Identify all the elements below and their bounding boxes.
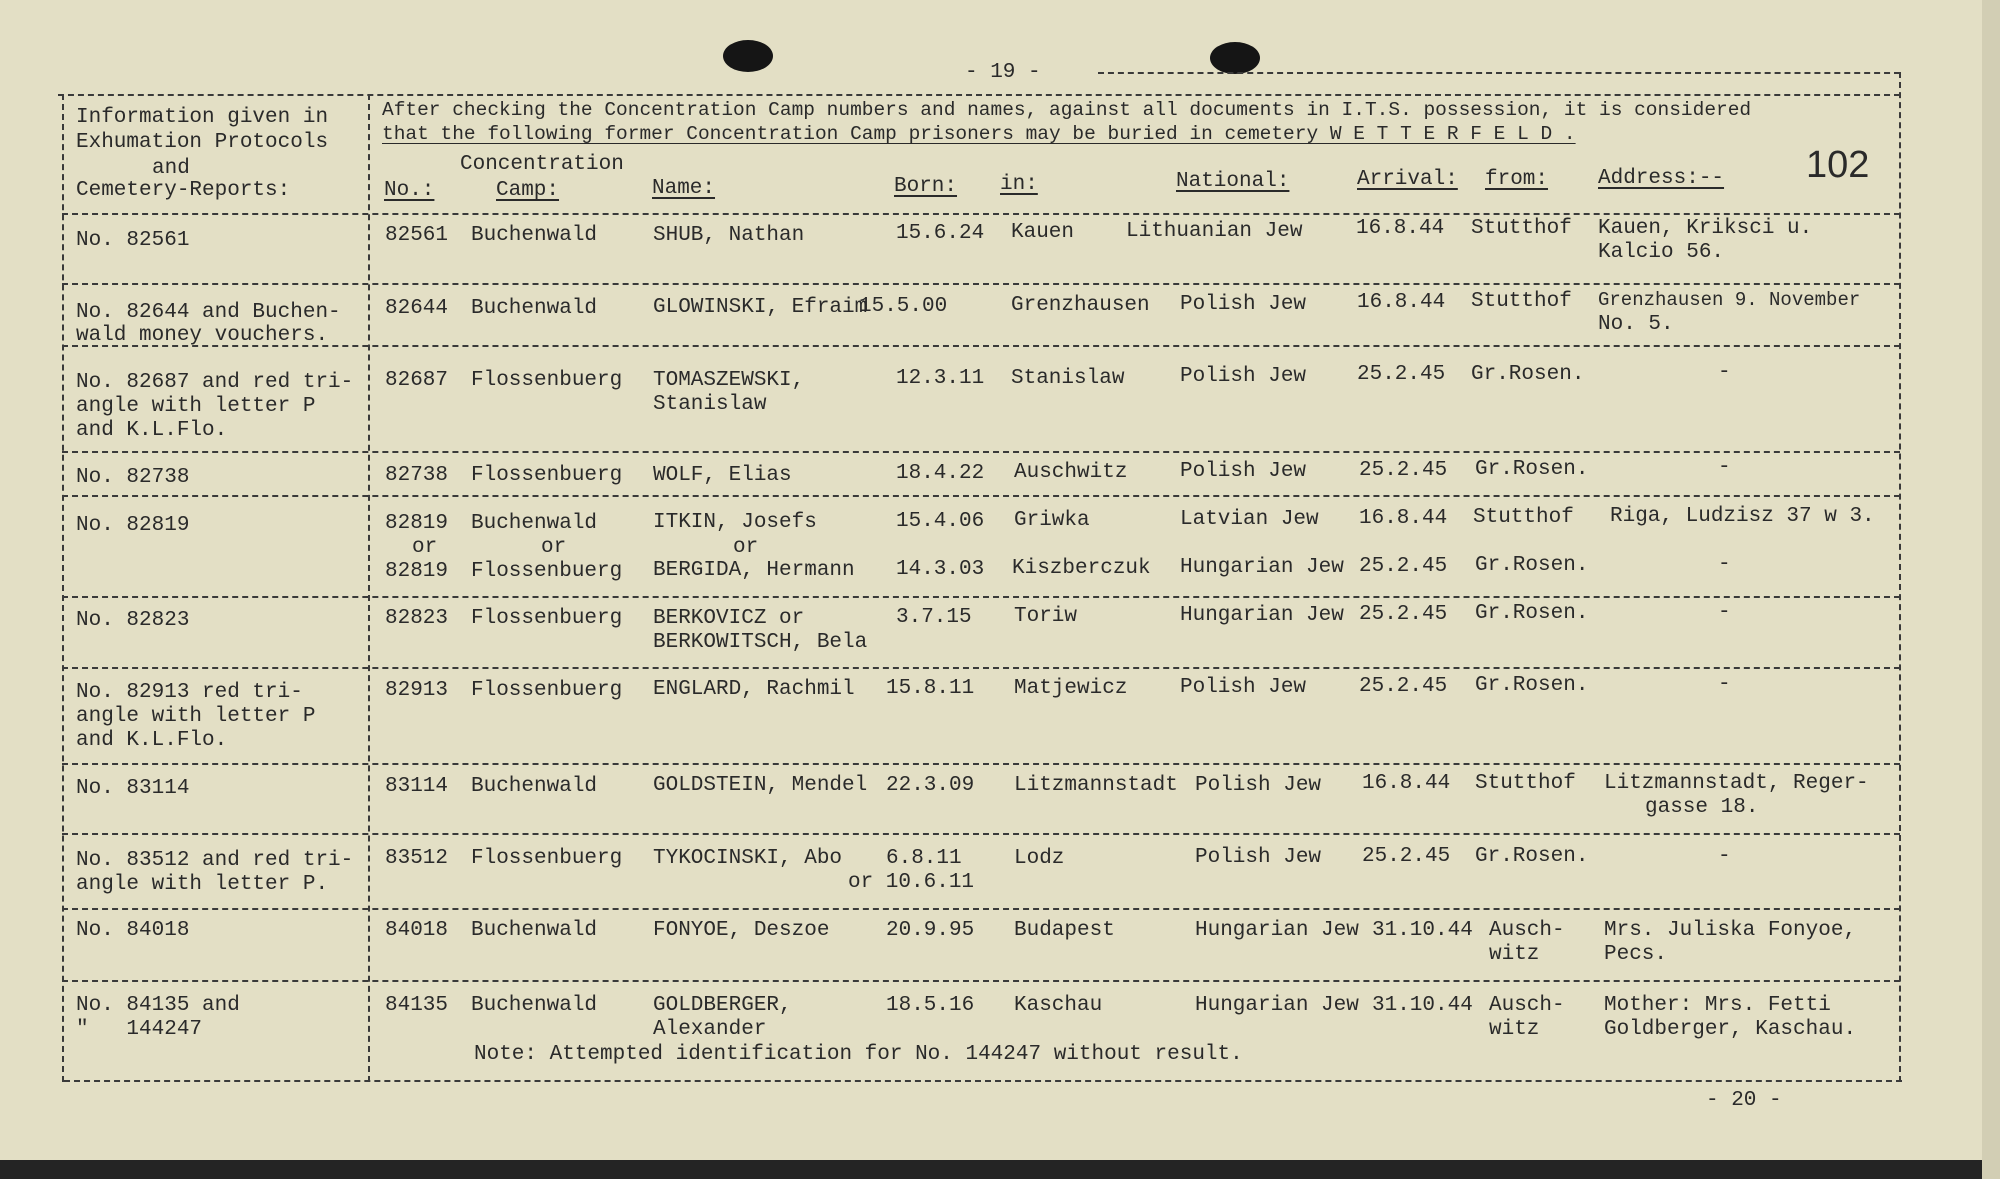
- row-address: Grenzhausen 9. November: [1598, 289, 1861, 311]
- row-number: or: [412, 536, 438, 559]
- row-camp: Buchenwald: [471, 224, 598, 247]
- row-nationality: Polish Jew: [1180, 676, 1307, 699]
- row-name: Stanislaw: [653, 393, 767, 416]
- row-address: Kalcio 56.: [1598, 241, 1725, 264]
- row-name: GOLDSTEIN, Mendel: [653, 774, 868, 797]
- row-number: 82823: [385, 607, 449, 630]
- row-nationality: Polish Jew: [1195, 846, 1322, 869]
- row-birthplace: Auschwitz: [1014, 461, 1128, 484]
- row-info: No. 82913 red tri-: [76, 681, 303, 704]
- row-address: Litzmannstadt, Reger-: [1604, 772, 1869, 795]
- row-address: Goldberger, Kaschau.: [1604, 1018, 1857, 1041]
- row-born: 18.4.22: [896, 462, 985, 485]
- row-address: No. 5.: [1598, 313, 1674, 336]
- row-number: 84018: [385, 919, 449, 942]
- row-number: 82738: [385, 464, 449, 487]
- col-header-in: in:: [1000, 173, 1038, 196]
- row-nationality: Hungarian Jew: [1180, 556, 1344, 579]
- col-header-national: National:: [1176, 170, 1290, 193]
- row-name: ENGLARD, Rachmil: [653, 678, 855, 701]
- row-camp: Flossenbuerg: [471, 847, 623, 870]
- row-number: 82644: [385, 297, 449, 320]
- row-birthplace: Griwka: [1014, 509, 1090, 532]
- table-left-border: [62, 94, 64, 1082]
- row-camp: or: [541, 536, 567, 559]
- row-address: Pecs.: [1604, 943, 1668, 966]
- col-header-camp: Camp:: [496, 179, 560, 202]
- row-birthplace: Kiszberczuk: [1012, 557, 1151, 580]
- row-camp: Flossenbuerg: [471, 607, 623, 630]
- row-info: No. 82819: [76, 514, 190, 537]
- row-arrival: 25.2.45: [1359, 675, 1448, 698]
- row-divider: [62, 667, 1900, 669]
- row-from: Stutthof: [1471, 290, 1572, 313]
- row-from: Gr.Rosen.: [1475, 674, 1589, 697]
- row-address: -: [1718, 456, 1731, 479]
- row-name: TYKOCINSKI, Abo: [653, 847, 843, 870]
- row-info: No. 82561: [76, 229, 190, 252]
- row-address: -: [1718, 361, 1731, 384]
- row-nationality: Polish Jew: [1195, 774, 1322, 797]
- col-header-camp-top: Concentration: [460, 153, 624, 176]
- row-number: 83114: [385, 775, 449, 798]
- left-col-heading-1: Information given in: [76, 106, 329, 129]
- row-from: Gr.Rosen.: [1471, 363, 1585, 386]
- row-born: 15.6.24: [896, 222, 985, 245]
- statement-line-1: After checking the Concentration Camp numbers and names, against all documents in I.T.S. possession, it is considered: [382, 99, 1752, 121]
- row-arrival: 31.10.44: [1372, 994, 1473, 1017]
- row-name: Alexander: [653, 1018, 767, 1041]
- row-arrival: 16.8.44: [1359, 507, 1448, 530]
- row-nationality: Hungarian Jew: [1195, 919, 1359, 942]
- row-birthplace: Matjewicz: [1014, 677, 1128, 700]
- row-nationality: Polish Jew: [1180, 460, 1307, 483]
- row-camp: Buchenwald: [471, 512, 598, 535]
- row-address: -: [1718, 553, 1731, 576]
- row-number: 82913: [385, 679, 449, 702]
- row-address: -: [1718, 673, 1731, 696]
- row-arrival: 25.2.45: [1362, 845, 1451, 868]
- row-name: or: [733, 536, 759, 559]
- col-header-no: No.:: [384, 179, 435, 202]
- row-info: angle with letter P: [76, 705, 316, 728]
- row-born: 18.5.16: [886, 994, 975, 1017]
- row-divider: [62, 833, 1900, 835]
- row-divider: [62, 596, 1900, 598]
- page-number-top: - 19 -: [965, 61, 1041, 84]
- row-from: Gr.Rosen.: [1475, 602, 1589, 625]
- row-info: angle with letter P: [76, 395, 316, 418]
- row-from: witz: [1489, 1018, 1540, 1041]
- col-header-name: Name:: [652, 177, 716, 200]
- col-header-born: Born:: [894, 175, 958, 198]
- row-born: 15.4.06: [896, 510, 985, 533]
- page-number-bottom: - 20 -: [1706, 1089, 1782, 1112]
- row-info: angle with letter P.: [76, 873, 329, 896]
- left-col-heading-4: Cemetery-Reports:: [76, 179, 291, 202]
- row-nationality: Polish Jew: [1180, 365, 1307, 388]
- row-nationality: Hungarian Jew: [1180, 604, 1344, 627]
- row-nationality: Hungarian Jew: [1195, 994, 1359, 1017]
- row-from: Stutthof: [1475, 772, 1576, 795]
- row-divider: [62, 980, 1900, 982]
- row-from: witz: [1489, 943, 1540, 966]
- punch-hole-right: [1210, 42, 1260, 74]
- row-divider: [62, 495, 1900, 497]
- table-right-border: [1899, 72, 1901, 1082]
- row-birthplace: Kaschau: [1014, 994, 1103, 1017]
- row-note: Note: Attempted identification for No. 144247 without result.: [474, 1043, 1243, 1066]
- row-birthplace: Stanislaw: [1011, 367, 1125, 390]
- row-nationality: Polish Jew: [1180, 293, 1307, 316]
- row-divider: [62, 451, 1900, 453]
- row-divider: [62, 345, 1900, 347]
- row-birthplace: Lodz: [1014, 847, 1065, 870]
- row-camp: Flossenbuerg: [471, 464, 623, 487]
- stamp-number: 102: [1806, 144, 1870, 186]
- row-divider: [62, 763, 1900, 765]
- row-info: and K.L.Flo.: [76, 419, 228, 442]
- row-born: 14.3.03: [896, 558, 985, 581]
- row-address: Mrs. Juliska Fonyoe,: [1604, 919, 1857, 942]
- row-info: " 144247: [76, 1018, 203, 1041]
- row-address: Mother: Mrs. Fetti: [1604, 994, 1831, 1017]
- row-from: Stutthof: [1471, 217, 1572, 240]
- row-arrival: 25.2.45: [1359, 603, 1448, 626]
- row-arrival: 25.2.45: [1359, 555, 1448, 578]
- row-name: GLOWINSKI, Efraim: [653, 296, 868, 319]
- row-info: and K.L.Flo.: [76, 729, 228, 752]
- row-arrival: 16.8.44: [1362, 772, 1451, 795]
- row-name: BERGIDA, Hermann: [653, 559, 855, 582]
- row-born: 15.5.00: [859, 295, 948, 318]
- row-arrival: 16.8.44: [1357, 291, 1446, 314]
- column-divider: [368, 94, 370, 1082]
- row-number: 82819: [385, 560, 449, 583]
- row-camp: Buchenwald: [471, 775, 598, 798]
- row-info: No. 82823: [76, 609, 190, 632]
- row-name: SHUB, Nathan: [653, 224, 805, 247]
- row-nationality: Lithuanian Jew: [1126, 220, 1303, 243]
- row-camp: Flossenbuerg: [471, 679, 623, 702]
- row-name: FONYOE, Deszoe: [653, 919, 830, 942]
- row-nationality: Latvian Jew: [1180, 508, 1319, 531]
- row-number: 82687: [385, 369, 449, 392]
- row-arrival: 16.8.44: [1356, 217, 1445, 240]
- row-address: gasse 18.: [1645, 796, 1759, 819]
- row-camp: Buchenwald: [471, 297, 598, 320]
- row-info: No. 82644 and Buchen-: [76, 301, 341, 324]
- row-info: No. 84135 and: [76, 994, 240, 1017]
- row-divider: [62, 283, 1900, 285]
- row-info: No. 82687 and red tri-: [76, 371, 354, 394]
- row-name: GOLDBERGER,: [653, 994, 792, 1017]
- row-camp: Flossenbuerg: [471, 369, 623, 392]
- row-from: Gr.Rosen.: [1475, 845, 1589, 868]
- row-number: 82561: [385, 224, 449, 247]
- row-birthplace: Grenzhausen: [1011, 294, 1150, 317]
- row-arrival: 25.2.45: [1359, 459, 1448, 482]
- row-name: BERKOWITSCH, Bela: [653, 631, 868, 654]
- row-info: No. 84018: [76, 919, 190, 942]
- left-col-heading-3: and: [152, 157, 190, 180]
- col-header-from: from:: [1485, 168, 1549, 191]
- scan-bottom-edge: [0, 1160, 2000, 1179]
- table-top-border: [58, 94, 1900, 96]
- row-name: BERKOVICZ or: [653, 607, 805, 630]
- row-born: 22.3.09: [886, 774, 975, 797]
- row-address: -: [1718, 601, 1731, 624]
- row-born: 15.8.11: [886, 677, 975, 700]
- col-header-arrival: Arrival:: [1357, 168, 1458, 191]
- statement-line-2: that the following former Concentration Camp prisoners may be buried in cemetery W E T T E R F E L D .: [382, 123, 1576, 145]
- row-from: Gr.Rosen.: [1475, 554, 1589, 577]
- left-col-heading-2: Exhumation Protocols: [76, 131, 329, 154]
- row-number: 82819: [385, 512, 449, 535]
- row-info: No. 82738: [76, 466, 190, 489]
- row-arrival: 25.2.45: [1357, 363, 1446, 386]
- right-border-top: [1098, 72, 1900, 74]
- row-arrival: 31.10.44: [1372, 919, 1473, 942]
- row-camp: Flossenbuerg: [471, 560, 623, 583]
- table-bottom-border: [64, 1080, 1902, 1082]
- row-address: Riga, Ludzisz 37 w 3.: [1610, 505, 1875, 528]
- row-from: Stutthof: [1473, 506, 1574, 529]
- row-number: 84135: [385, 994, 449, 1017]
- row-born: 20.9.95: [886, 919, 975, 942]
- row-info: No. 83114: [76, 777, 190, 800]
- row-name: WOLF, Elias: [653, 464, 792, 487]
- row-born: or 10.6.11: [848, 871, 975, 894]
- row-birthplace: Budapest: [1014, 919, 1115, 942]
- punch-hole-left: [723, 40, 773, 72]
- row-info: wald money vouchers.: [76, 324, 329, 347]
- row-from: Ausch-: [1489, 994, 1565, 1017]
- row-divider: [62, 213, 1900, 215]
- row-name: TOMASZEWSKI,: [653, 369, 805, 392]
- row-address: -: [1718, 845, 1731, 868]
- row-name: ITKIN, Josefs: [653, 511, 817, 534]
- row-born: 3.7.15: [896, 606, 972, 629]
- col-header-address: Address:--: [1598, 167, 1725, 190]
- row-birthplace: Kauen: [1011, 221, 1075, 244]
- row-info: No. 83512 and red tri-: [76, 849, 354, 872]
- row-number: 83512: [385, 847, 449, 870]
- scan-right-edge: [1982, 0, 2000, 1179]
- row-birthplace: Litzmannstadt: [1014, 774, 1178, 797]
- row-camp: Buchenwald: [471, 994, 598, 1017]
- row-born: 12.3.11: [896, 367, 985, 390]
- row-born: 6.8.11: [886, 847, 962, 870]
- row-divider: [62, 908, 1900, 910]
- row-from: Gr.Rosen.: [1475, 458, 1589, 481]
- row-camp: Buchenwald: [471, 919, 598, 942]
- row-address: Kauen, Kriksci u.: [1598, 217, 1813, 240]
- row-from: Ausch-: [1489, 919, 1565, 942]
- row-birthplace: Toriw: [1014, 605, 1078, 628]
